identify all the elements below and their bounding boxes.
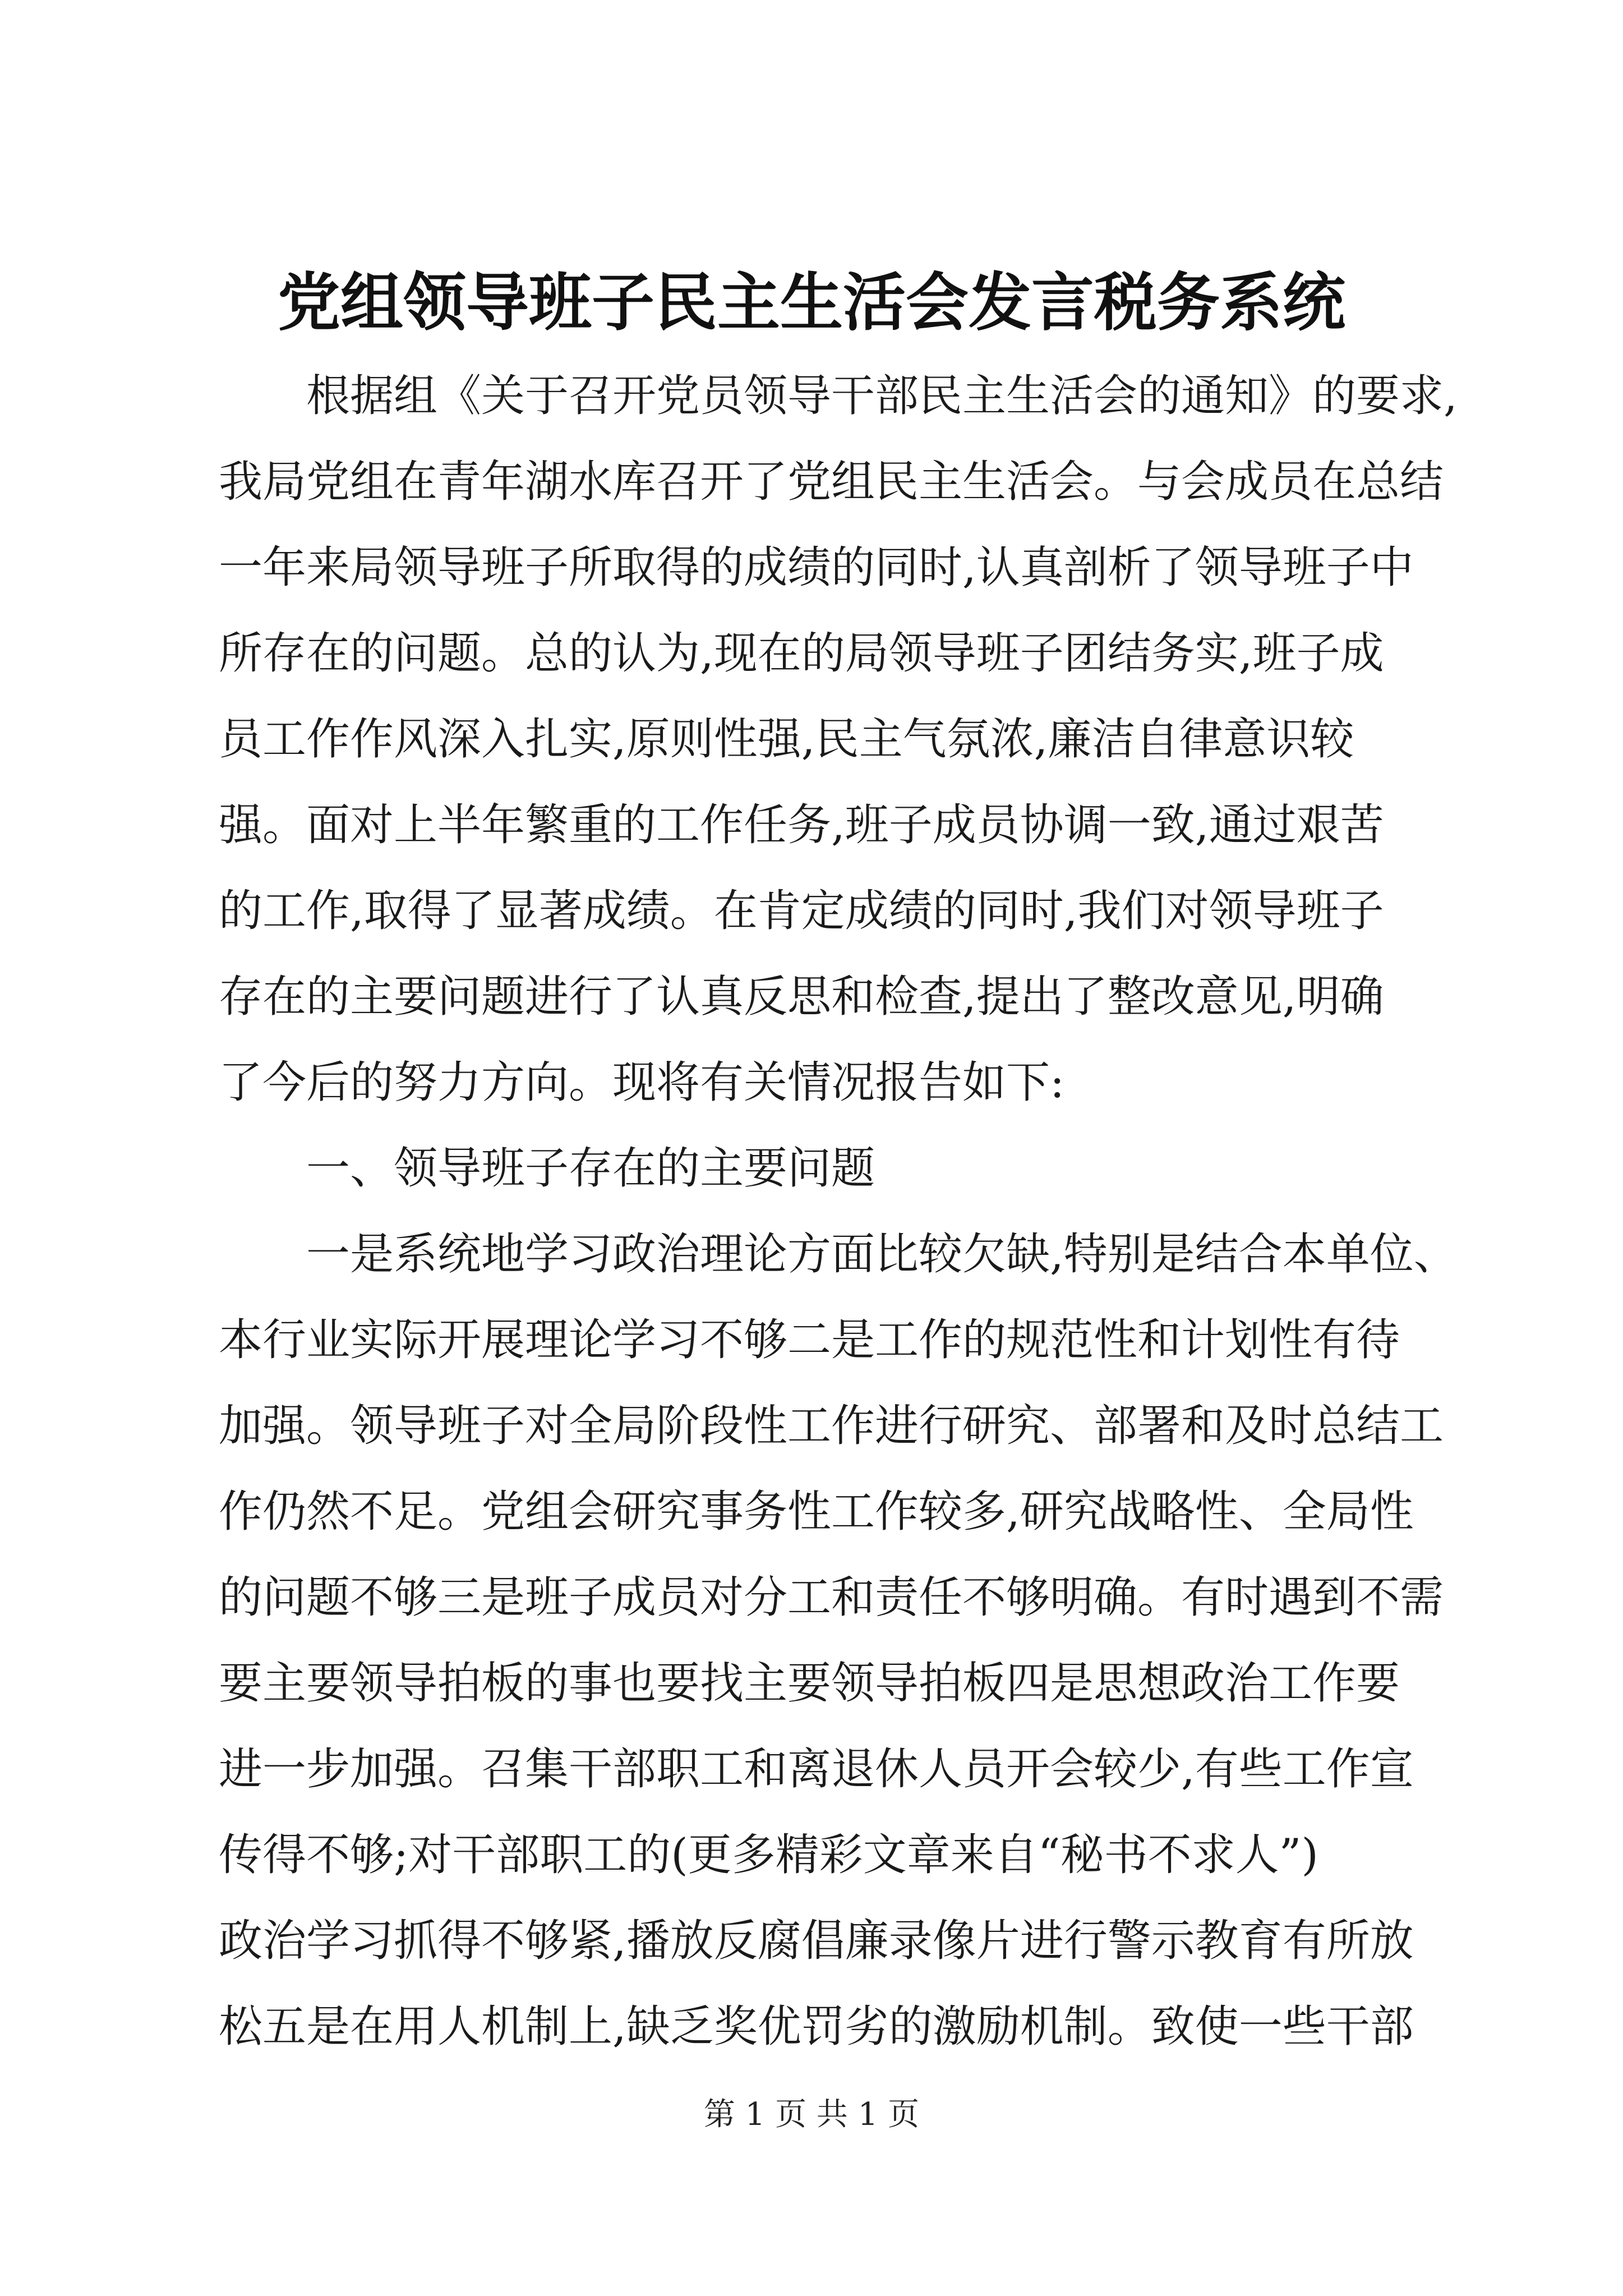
paragraph-line: 本行业实际开展理论学习不够二是工作的规范性和计划性有待 bbox=[219, 1315, 1400, 1365]
paragraph-line: 所存在的问题。总的认为,现在的局领导班子团结务实,班子成 bbox=[219, 628, 1384, 679]
paragraph-line: 要主要领导拍板的事也要找主要领导拍板四是思想政治工作要 bbox=[219, 1658, 1400, 1709]
paragraph-line: 政治学习抓得不够紧,播放反腐倡廉录像片进行警示教育有所放 bbox=[219, 1916, 1414, 1966]
paragraph-line: 我局党组在青年湖水库召开了党组民主生活会。与会成员在总结 bbox=[219, 457, 1444, 507]
document-title: 党组领导班子民主生活会发言税务系统 bbox=[278, 266, 1345, 339]
paragraph-line: 了今后的努力方向。现将有关情况报告如下: bbox=[219, 1057, 1065, 1108]
paragraph-line: 的工作,取得了显著成绩。在肯定成绩的同时,我们对领导班子 bbox=[219, 886, 1384, 936]
paragraph-line: 存在的主要问题进行了认真反思和检查,提出了整改意见,明确 bbox=[219, 972, 1384, 1022]
document-body bbox=[219, 353, 1458, 2070]
paragraph-line: 员工作作风深入扎实,原则性强,民主气氛浓,廉洁自律意识较 bbox=[219, 714, 1354, 765]
paragraph-line: 的问题不够三是班子成员对分工和责任不够明确。有时遇到不需 bbox=[219, 1572, 1444, 1623]
paragraph-problems bbox=[219, 1212, 1458, 2070]
paragraph-line: 强。面对上半年繁重的工作任务,班子成员协调一致,通过艰苦 bbox=[219, 800, 1384, 850]
paragraph-intro bbox=[219, 353, 1458, 1126]
paragraph-line: 传得不够;对干部职工的(更多精彩文章来自“秘书不求人”) bbox=[219, 1830, 1318, 1880]
paragraph-line: 作仍然不足。党组会研究事务性工作较多,研究战略性、全局性 bbox=[219, 1487, 1414, 1537]
paragraph-line: 一年来局领导班子所取得的成绩的同时,认真剖析了领导班子中 bbox=[219, 542, 1414, 593]
paragraph-line: 加强。领导班子对全局阶段性工作进行研究、部署和及时总结工 bbox=[219, 1401, 1444, 1451]
paragraph-line: 一是系统地学习政治理论方面比较欠缺,特别是结合本单位、 bbox=[306, 1229, 1458, 1280]
paragraph-line: 根据组《关于召开党员领导干部民主生活会的通知》的要求, bbox=[306, 371, 1458, 421]
page-footer: 第 1 页 共 1 页 bbox=[703, 2096, 920, 2133]
paragraph-line: 松五是在用人机制上,缺乏奖优罚劣的激励机制。致使一些干部 bbox=[219, 2001, 1414, 2052]
section-heading: 一、领导班子存在的主要问题 bbox=[306, 1143, 875, 1194]
paragraph-line: 进一步加强。召集干部职工和离退休人员开会较少,有些工作宣 bbox=[219, 1744, 1414, 1795]
